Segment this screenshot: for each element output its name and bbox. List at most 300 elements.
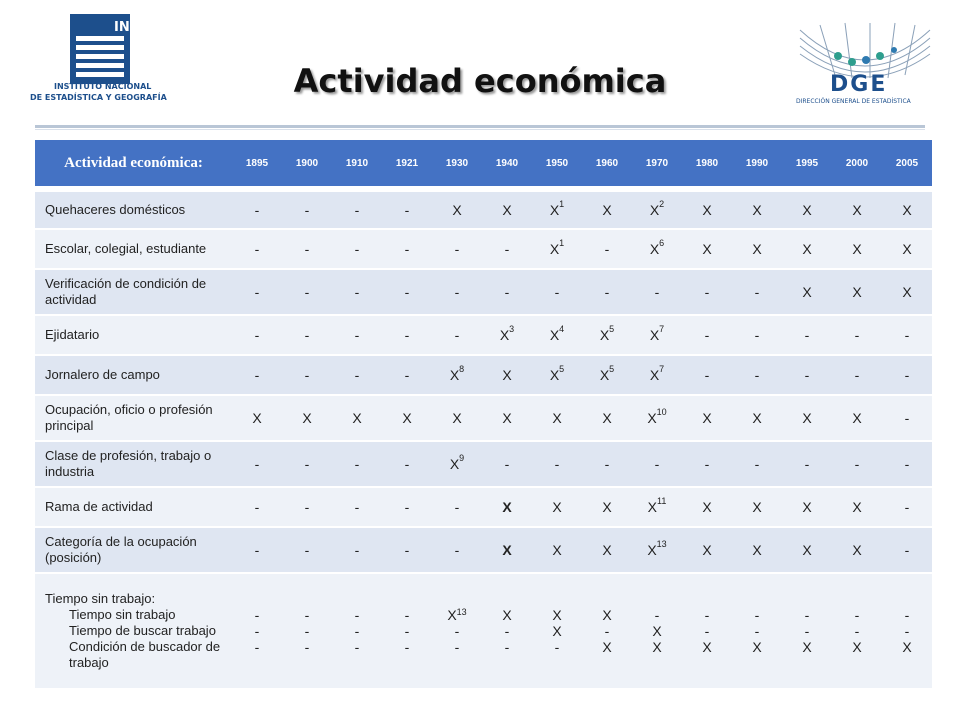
cell-value: - (554, 639, 560, 655)
table-cell (682, 191, 732, 229)
cell-value: - (254, 499, 260, 515)
cell-value: - (354, 456, 360, 472)
cell-value: - (404, 202, 410, 218)
cell-value: - (404, 241, 410, 257)
table-cell (382, 395, 432, 441)
cell-value: - (754, 623, 760, 639)
cell-value: X (802, 499, 812, 515)
cell-value: X (602, 639, 612, 655)
table-cell (682, 229, 732, 269)
table-cell (732, 573, 782, 689)
cell-value: X (452, 410, 462, 426)
cell-value: - (404, 607, 410, 623)
cell-value: - (254, 241, 260, 257)
cell-value: - (354, 607, 360, 623)
table-cell (532, 573, 582, 689)
cell-value: X (549, 327, 560, 343)
table-cell (832, 573, 882, 689)
cell-value: X (752, 410, 762, 426)
table-cell (782, 487, 832, 527)
cell-value: X (649, 327, 660, 343)
cell-value: - (304, 456, 310, 472)
cell-value: - (854, 607, 860, 623)
table-cell (732, 487, 782, 527)
table-cell (282, 355, 332, 395)
table-cell (682, 395, 732, 441)
table-cell (432, 269, 482, 315)
table-cell (432, 573, 482, 689)
page-title: Actividad económica (293, 62, 667, 100)
cell-value: X (852, 284, 862, 300)
table-cell (882, 527, 932, 573)
header-year-1950: 1950 (532, 140, 582, 186)
table-cell (482, 487, 532, 527)
cell-value: - (754, 284, 760, 300)
table-cell (882, 441, 932, 487)
footnote-marker: 9 (459, 453, 465, 463)
cell-value: - (304, 542, 310, 558)
cell-value: - (404, 623, 410, 639)
cell-value: - (254, 456, 260, 472)
cell-value: - (454, 499, 460, 515)
cell-value: - (904, 410, 910, 426)
row-label: Ocupación, oficio o profesión principal (35, 395, 232, 441)
cell-value: - (604, 623, 610, 639)
header-year-1895: 1895 (232, 140, 282, 186)
footnote-marker: 8 (459, 364, 465, 374)
table-cell (432, 487, 482, 527)
header-year-1910: 1910 (332, 140, 382, 186)
table-cell (832, 395, 882, 441)
cell-value: X (802, 410, 812, 426)
cell-value: - (604, 241, 610, 257)
cell-value: - (904, 623, 910, 639)
cell-value: - (904, 607, 910, 623)
table-cell (232, 315, 282, 355)
dge-wordmark: DGE (830, 72, 888, 97)
footnote-marker: 3 (509, 324, 515, 334)
cell-value: - (254, 542, 260, 558)
economic-activity-table (35, 140, 932, 690)
table-cell (332, 355, 382, 395)
table-cell (382, 269, 432, 315)
footnote-marker: 2 (659, 199, 665, 209)
table-cell (582, 487, 632, 527)
cell-value: X (649, 202, 660, 218)
cell-value: X (752, 639, 762, 655)
table-cell (232, 573, 282, 689)
table-cell (332, 573, 382, 689)
table-cell (432, 191, 482, 229)
header-year-1960: 1960 (582, 140, 632, 186)
cell-value: - (404, 542, 410, 558)
cell-value: X (502, 367, 512, 383)
cell-value: X (352, 410, 362, 426)
table-cell (732, 527, 782, 573)
table-cell (282, 315, 332, 355)
table-row (35, 191, 932, 229)
cell-value: X (552, 410, 562, 426)
table-cell (282, 229, 332, 269)
table-cell (732, 395, 782, 441)
table-cell (882, 487, 932, 527)
table-cell (632, 229, 682, 269)
cell-value: - (704, 367, 710, 383)
cell-value: X (502, 542, 512, 558)
cell-value: - (354, 499, 360, 515)
cell-value: X (552, 623, 562, 639)
cell-value: - (404, 284, 410, 300)
cell-value: X (499, 327, 510, 343)
table-cell (682, 269, 732, 315)
table-cell (782, 441, 832, 487)
footnote-marker: 7 (659, 324, 665, 334)
cell-value: - (754, 456, 760, 472)
row-label: Escolar, colegial, estudiante (35, 229, 232, 269)
row-sublabel: Condición de buscador de trabajo (69, 639, 221, 670)
table-cell (532, 395, 582, 441)
cell-value: X (602, 202, 612, 218)
table-row (35, 315, 932, 355)
header-year-1970: 1970 (632, 140, 682, 186)
footnote-marker: 7 (659, 364, 665, 374)
cell-value: - (304, 284, 310, 300)
table-cell (282, 395, 332, 441)
cell-value: X (852, 542, 862, 558)
cell-value: X (902, 241, 912, 257)
table-cell (332, 527, 382, 573)
table-cell (682, 315, 732, 355)
table-cell (332, 269, 382, 315)
table-cell (832, 229, 882, 269)
cell-value: X (549, 241, 560, 257)
table-row (35, 229, 932, 269)
cell-value: X (652, 623, 662, 639)
table-cell (632, 395, 682, 441)
table-cell (432, 395, 482, 441)
table-cell (432, 229, 482, 269)
cell-value: - (704, 607, 710, 623)
header-year-2000: 2000 (832, 140, 882, 186)
table-cell (832, 269, 882, 315)
cell-value: X (549, 367, 560, 383)
table-row-time-without-work (35, 573, 932, 689)
cell-value: - (454, 623, 460, 639)
inegi-name-line1: INSTITUTO NACIONAL (54, 82, 152, 91)
cell-value: X (902, 284, 912, 300)
cell-value: X (449, 367, 460, 383)
table-cell (482, 229, 532, 269)
table-cell (782, 527, 832, 573)
cell-value: - (854, 327, 860, 343)
row-label (35, 573, 232, 689)
cell-value: X (502, 410, 512, 426)
cell-value: - (854, 623, 860, 639)
table-cell (382, 487, 432, 527)
table-cell (382, 441, 432, 487)
table-cell (482, 527, 532, 573)
cell-value: - (354, 202, 360, 218)
table-cell (482, 441, 532, 487)
cell-value: - (454, 241, 460, 257)
table-cell (482, 315, 532, 355)
table-cell (882, 573, 932, 689)
cell-value: - (354, 241, 360, 257)
table-cell (832, 191, 882, 229)
table-cell (282, 487, 332, 527)
table-cell (482, 573, 532, 689)
table-cell (882, 395, 932, 441)
cell-value: - (504, 639, 510, 655)
table-cell (632, 573, 682, 689)
table-cell (232, 441, 282, 487)
cell-value: X (702, 542, 712, 558)
cell-value: - (354, 639, 360, 655)
cell-value: - (304, 327, 310, 343)
cell-value: - (604, 284, 610, 300)
globe-grid-icon (790, 20, 940, 80)
table-cell (532, 355, 582, 395)
table-cell (382, 573, 432, 689)
table-cell (782, 355, 832, 395)
row-sublabel: Tiempo de buscar trabajo (69, 623, 216, 638)
row-label: Rama de actividad (35, 487, 232, 527)
table-cell (882, 315, 932, 355)
cell-value: - (254, 202, 260, 218)
row-label: Verificación de condición de actividad (35, 269, 232, 315)
row-label: Quehaceres domésticos (35, 191, 232, 229)
footnote-marker: 5 (609, 364, 615, 374)
footnote-marker: 11 (657, 496, 667, 506)
table-cell (232, 269, 282, 315)
table-cell (732, 315, 782, 355)
cell-value: X (602, 542, 612, 558)
footnote-marker: 6 (659, 238, 665, 248)
footnote-marker: 13 (656, 539, 667, 549)
cell-value: - (454, 639, 460, 655)
cell-value: - (404, 327, 410, 343)
cell-value: X (552, 607, 562, 623)
cell-value: X (502, 499, 512, 515)
table-row (35, 355, 932, 395)
table-cell (432, 527, 482, 573)
table-cell (632, 355, 682, 395)
cell-value: X (402, 410, 412, 426)
table-row (35, 395, 932, 441)
table-cell (732, 229, 782, 269)
cell-value: - (504, 623, 510, 639)
cell-value: - (904, 542, 910, 558)
row-label: Ejidatario (35, 315, 232, 355)
cell-value: - (754, 367, 760, 383)
cell-value: - (904, 367, 910, 383)
table-row (35, 527, 932, 573)
table-header-row (35, 140, 932, 186)
inegi-wordmark: INEGI (114, 20, 155, 35)
cell-value: X (599, 327, 610, 343)
cell-value: X (752, 241, 762, 257)
cell-value: X (449, 456, 460, 472)
cell-value: X (752, 542, 762, 558)
cell-value: X (647, 499, 657, 515)
table-cell (532, 229, 582, 269)
cell-value: X (802, 202, 812, 218)
table-cell (782, 269, 832, 315)
table-cell (282, 269, 332, 315)
cell-value: - (454, 327, 460, 343)
cell-value: - (454, 284, 460, 300)
cell-value: - (254, 284, 260, 300)
cell-value: X (252, 410, 262, 426)
cell-value: - (304, 499, 310, 515)
table-cell (582, 191, 632, 229)
cell-value: X (702, 499, 712, 515)
table-cell (482, 355, 532, 395)
row-sublabel: Tiempo sin trabajo (69, 607, 176, 622)
cell-value: X (852, 241, 862, 257)
cell-value: X (902, 639, 912, 655)
table-cell (532, 191, 582, 229)
cell-value: - (404, 456, 410, 472)
header-year-1995: 1995 (782, 140, 832, 186)
cell-value: - (354, 367, 360, 383)
cell-value: - (254, 639, 260, 655)
footnote-marker: 1 (559, 199, 565, 209)
table-cell (382, 315, 432, 355)
cell-value: X (502, 607, 512, 623)
table-cell (382, 229, 432, 269)
cell-value: - (254, 367, 260, 383)
table-cell (882, 355, 932, 395)
cell-value: - (354, 623, 360, 639)
table-cell (432, 315, 482, 355)
table-cell (632, 315, 682, 355)
table-cell (232, 395, 282, 441)
table-cell (382, 355, 432, 395)
table-row (35, 441, 932, 487)
header-divider-thin (35, 129, 925, 130)
table-cell (682, 441, 732, 487)
table-cell (882, 191, 932, 229)
cell-value: - (754, 327, 760, 343)
table-row (35, 269, 932, 315)
cell-value: X (852, 410, 862, 426)
header-year-2005: 2005 (882, 140, 932, 186)
table-cell (782, 229, 832, 269)
cell-value: - (354, 542, 360, 558)
table-cell (732, 355, 782, 395)
table-cell (832, 441, 882, 487)
table-row (35, 487, 932, 527)
table-cell (832, 487, 882, 527)
cell-value: - (804, 327, 810, 343)
cell-value: - (904, 327, 910, 343)
cell-value: X (602, 410, 612, 426)
table-cell (832, 315, 882, 355)
cell-value: X (702, 639, 712, 655)
cell-value: X (852, 202, 862, 218)
cell-value: X (802, 284, 812, 300)
cell-value: X (702, 410, 712, 426)
row-label: Jornalero de campo (35, 355, 232, 395)
table-cell (582, 527, 632, 573)
cell-value: X (599, 367, 610, 383)
footnote-marker: 5 (559, 364, 565, 374)
cell-value: X (552, 499, 562, 515)
cell-value: X (852, 499, 862, 515)
table-cell (632, 487, 682, 527)
cell-value: X (852, 639, 862, 655)
table-cell (782, 191, 832, 229)
table-cell (882, 229, 932, 269)
table-cell (582, 355, 632, 395)
table-cell (482, 269, 532, 315)
cell-value: - (354, 327, 360, 343)
table-cell (582, 395, 632, 441)
table-cell (582, 269, 632, 315)
cell-value: - (404, 499, 410, 515)
cell-value: X (647, 410, 657, 426)
cell-value: X (602, 499, 612, 515)
dge-logo (790, 20, 940, 110)
cell-value: - (504, 241, 510, 257)
cell-value: - (704, 456, 710, 472)
cell-value: - (504, 284, 510, 300)
cell-value: - (504, 456, 510, 472)
table-cell (832, 355, 882, 395)
table-cell (682, 355, 732, 395)
cell-value: - (804, 607, 810, 623)
cell-value: - (704, 327, 710, 343)
cell-value: X (649, 367, 660, 383)
table-cell (332, 395, 382, 441)
cell-value: - (354, 284, 360, 300)
header-year-1990: 1990 (732, 140, 782, 186)
table-cell (282, 191, 332, 229)
cell-value: - (404, 367, 410, 383)
cell-value: - (754, 607, 760, 623)
table-cell (432, 441, 482, 487)
cell-value: X (802, 241, 812, 257)
table-cell (782, 395, 832, 441)
header-year-1930: 1930 (432, 140, 482, 186)
table-cell (782, 573, 832, 689)
table-cell (432, 355, 482, 395)
cell-value: - (654, 456, 660, 472)
footnote-marker: 4 (559, 324, 565, 334)
cell-value: - (304, 202, 310, 218)
cell-value: X (549, 202, 560, 218)
table-cell (232, 487, 282, 527)
cell-value: - (304, 607, 310, 623)
table-cell (282, 573, 332, 689)
cell-value: - (854, 367, 860, 383)
table-cell (282, 441, 332, 487)
dge-subtitle: DIRECCIÓN GENERAL DE ESTADÍSTICA (796, 98, 911, 105)
cell-value: X (647, 542, 657, 558)
header-year-1900: 1900 (282, 140, 332, 186)
cell-value: X (602, 607, 612, 623)
table-cell (532, 487, 582, 527)
table-cell (332, 191, 382, 229)
table-cell (482, 191, 532, 229)
cell-value: - (654, 284, 660, 300)
header-year-1940: 1940 (482, 140, 532, 186)
cell-value: X (752, 499, 762, 515)
cell-value: X (802, 639, 812, 655)
row-label: Clase de profesión, trabajo o industria (35, 441, 232, 487)
cell-value: X (502, 202, 512, 218)
